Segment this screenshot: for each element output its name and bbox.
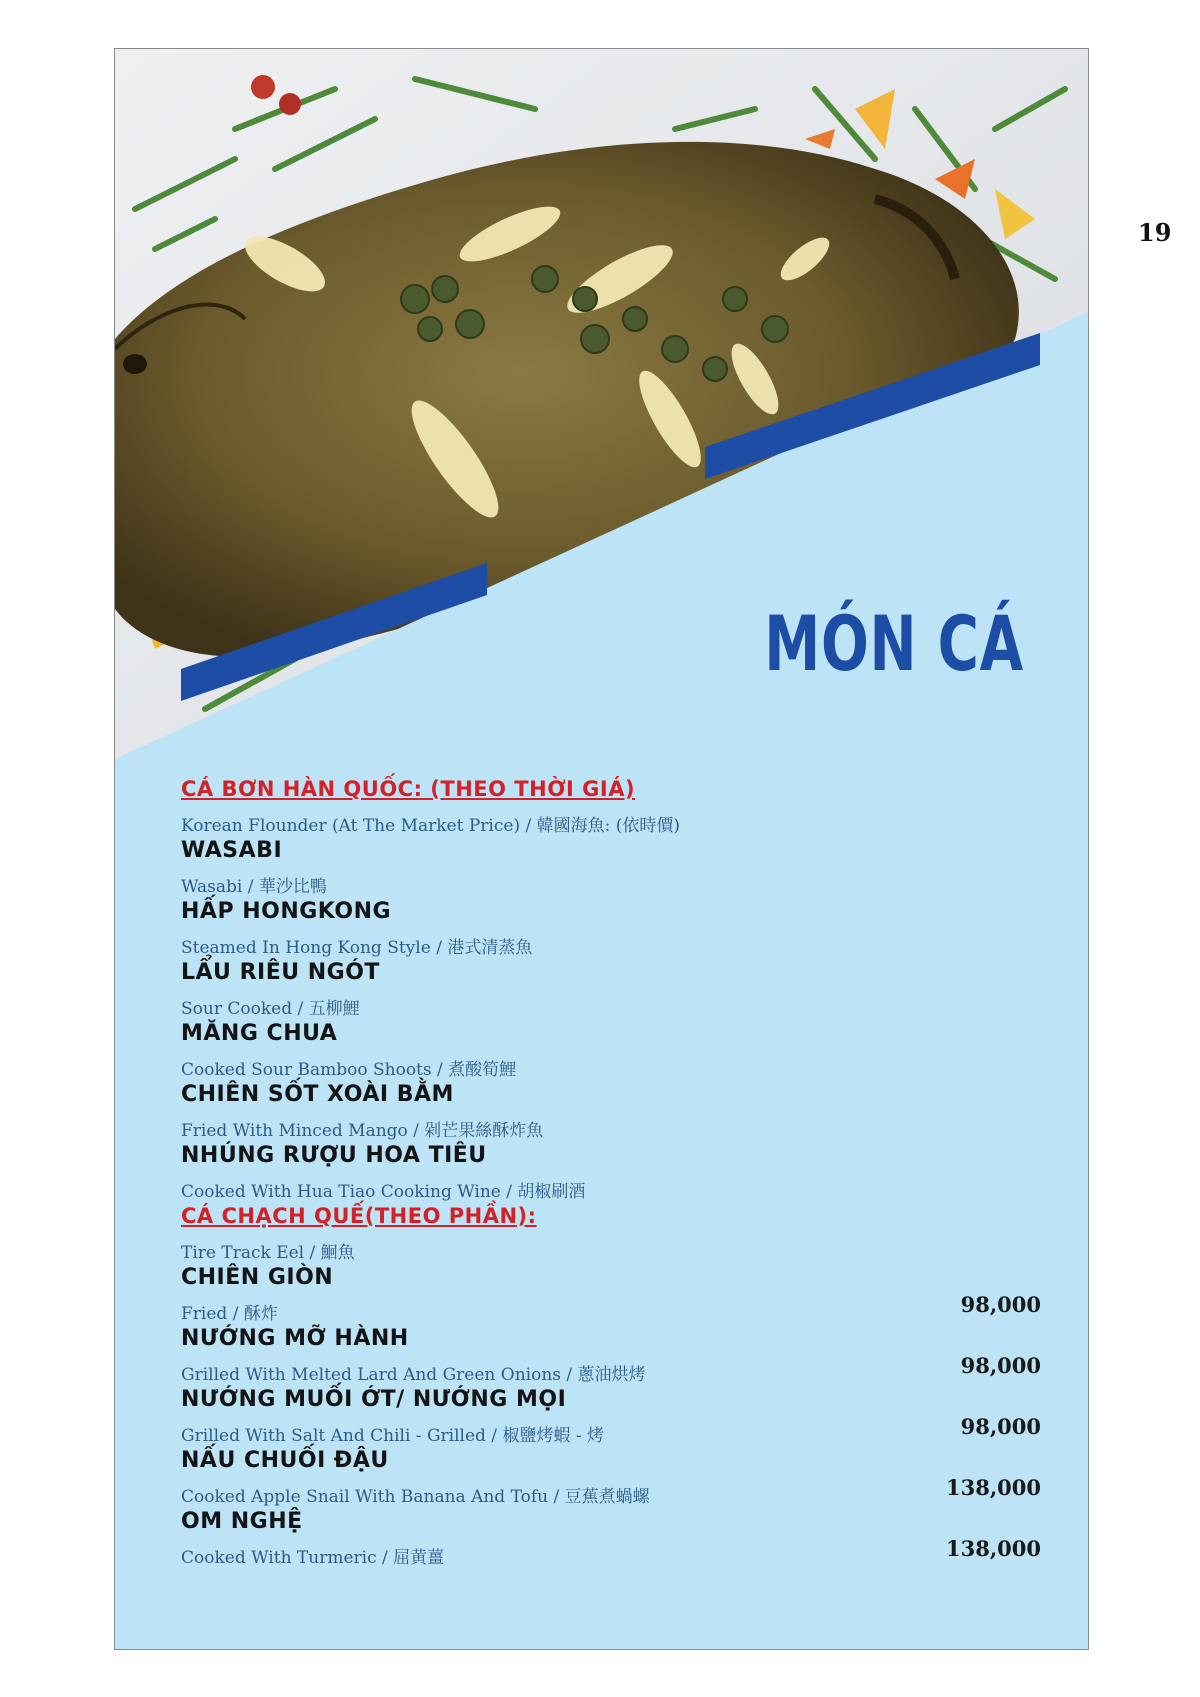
dish-name: MĂNG CHUA (181, 1021, 338, 1046)
dish-name: HẤP HONGKONG (181, 899, 392, 924)
dish-name: NHÚNG RƯỢU HOA TIÊU (181, 1143, 487, 1168)
menu-list (181, 777, 1041, 1570)
menu-item (181, 899, 1041, 960)
dish-name: NẤU CHUỐI ĐẬU (181, 1448, 389, 1473)
menu-section-header (181, 1204, 1041, 1265)
dish-description: Cooked Apple Snail With Banana And Tofu / 豆蕉煮蝸螺 (181, 1487, 650, 1507)
dish-description: Cooked With Turmeric / 屈黄薑 (181, 1548, 445, 1568)
page-number: 19 (1138, 218, 1172, 247)
dish-name: CHIÊN SỐT XOÀI BẰM (181, 1082, 454, 1107)
dish-description: Fried / 酥炸 (181, 1304, 278, 1324)
dish-name: OM NGHỆ (181, 1509, 303, 1534)
dish-description: Korean Flounder (At The Market Price) / 韓國海魚: (依時價) (181, 816, 681, 836)
menu-section-header (181, 777, 1041, 838)
dish-name: CHIÊN GIÒN (181, 1265, 334, 1290)
dish-description: Sour Cooked / 五柳鯉 (181, 999, 360, 1019)
dish-name: NƯỚNG MUỐI ỚT/ NƯỚNG MỌI (181, 1387, 567, 1412)
menu-item (181, 960, 1041, 1021)
dish-price: 138,000 (946, 1536, 1041, 1561)
menu-item (181, 1143, 1041, 1204)
section-title: CÁ CHẠCH QUẾ(THEO PHẦN): (181, 1204, 537, 1228)
dish-price: 98,000 (960, 1292, 1041, 1317)
dish-description: Cooked Sour Bamboo Shoots / 煮酸筍鯉 (181, 1060, 517, 1080)
section-title: CÁ BƠN HÀN QUỐC: (THEO THỜI GIÁ) (181, 777, 636, 801)
page-title: MÓN CÁ (764, 599, 1024, 688)
dish-name: NƯỚNG MỠ HÀNH (181, 1326, 409, 1351)
menu-item (181, 1265, 1041, 1326)
dish-price: 138,000 (946, 1475, 1041, 1500)
menu-item (181, 1448, 1041, 1509)
menu-item (181, 1387, 1041, 1448)
dish-price: 98,000 (960, 1414, 1041, 1439)
menu-card (114, 48, 1089, 1650)
menu-item (181, 1021, 1041, 1082)
dish-name: WASABI (181, 838, 283, 863)
dish-description: Tire Track Eel / 鮰魚 (181, 1243, 355, 1263)
menu-item (181, 1082, 1041, 1143)
menu-item (181, 1509, 1041, 1570)
dish-description: Grilled With Melted Lard And Green Onions / 蔥油烘烤 (181, 1365, 646, 1385)
dish-description: Fried With Minced Mango / 剁芒果絲酥炸魚 (181, 1121, 544, 1141)
menu-item (181, 838, 1041, 899)
dish-description: Cooked With Hua Tiao Cooking Wine / 胡椒刷酒 (181, 1182, 586, 1202)
menu-item (181, 1326, 1041, 1387)
dish-description: Steamed In Hong Kong Style / 港式清蒸魚 (181, 938, 533, 958)
dish-description: Grilled With Salt And Chili - Grilled / 椒鹽烤蝦 - 烤 (181, 1426, 604, 1446)
dish-description: Wasabi / 華沙比鴨 (181, 877, 327, 897)
dish-price: 98,000 (960, 1353, 1041, 1378)
dish-name: LẨU RIÊU NGÓT (181, 960, 380, 985)
